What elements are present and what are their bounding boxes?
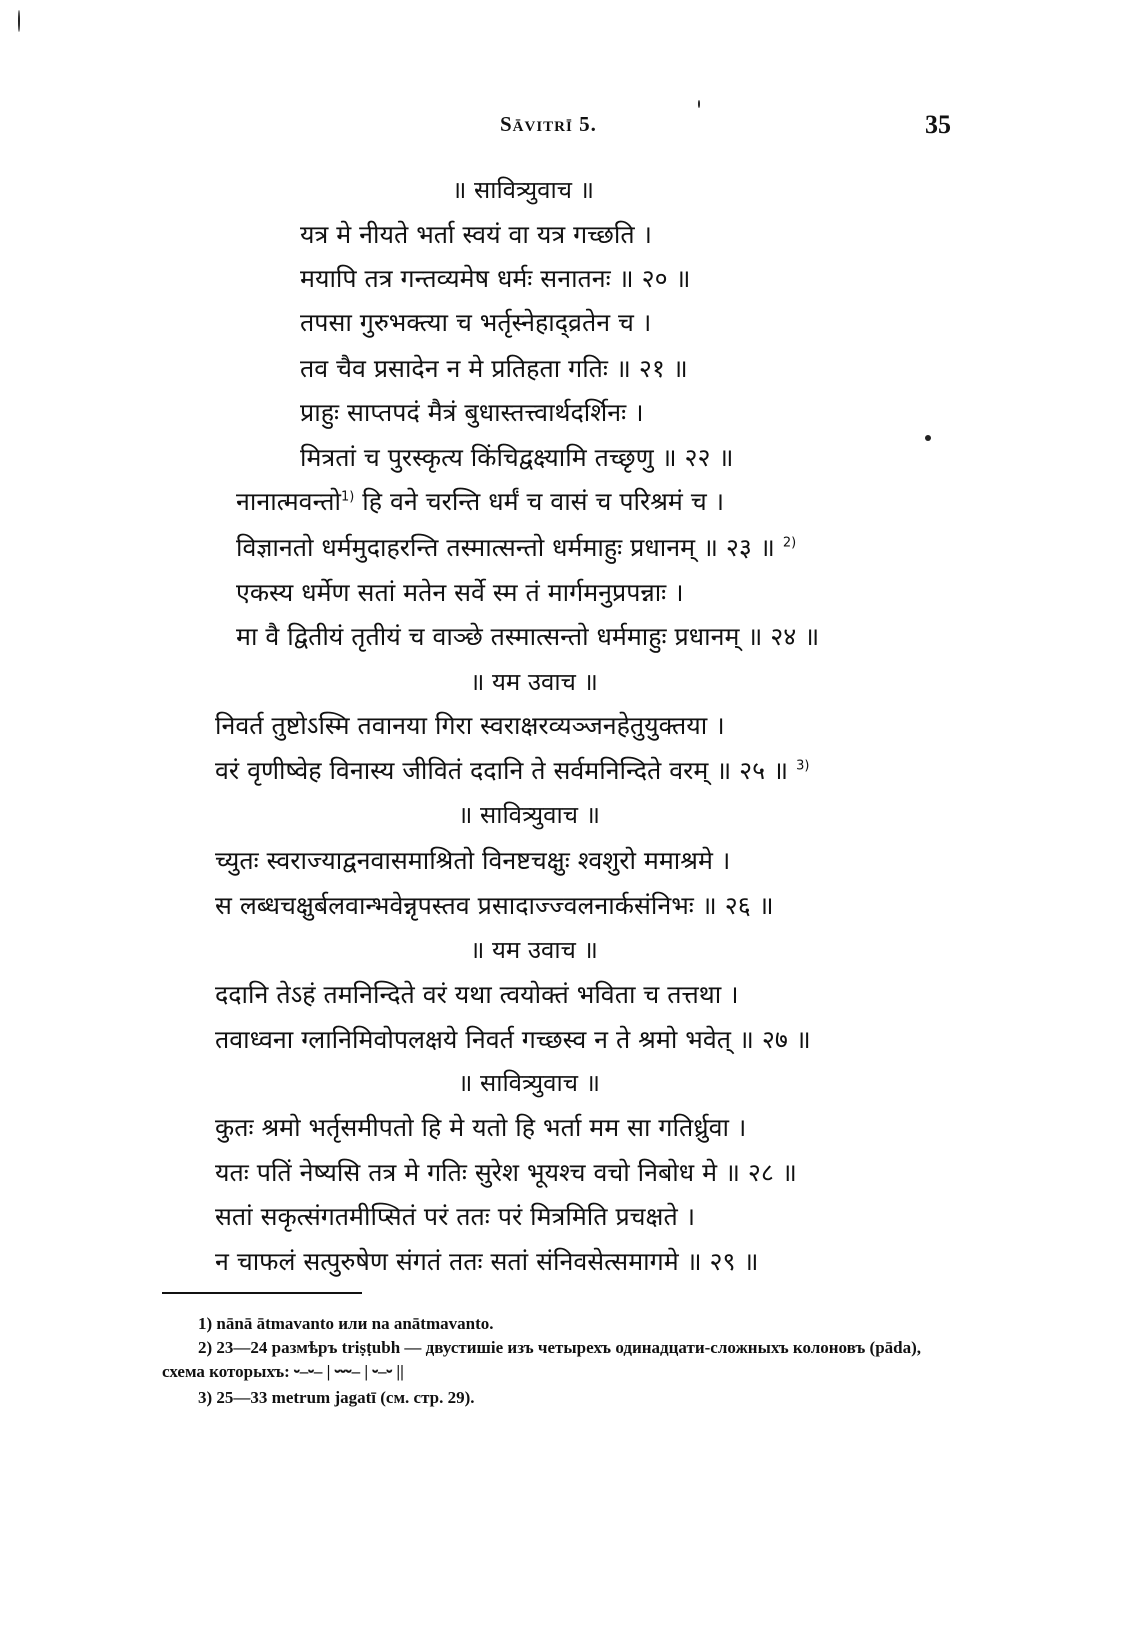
verse-line xyxy=(236,489,724,514)
verse-text: नानात्मवन्तो xyxy=(236,487,342,516)
verse-line xyxy=(236,535,796,560)
verse-line: एकस्य धर्मेण सतां मतेन सर्वे स्म तं मार्गमनुप्रपन्नाः । xyxy=(236,578,684,607)
speaker-heading: ॥ यम उवाच ॥ xyxy=(470,668,598,696)
footnote-1: 1) nānā ātmavanto или na anātmavanto. xyxy=(198,1314,494,1333)
footnote-rule xyxy=(162,1292,362,1294)
speaker-heading: ॥ यम उवाच ॥ xyxy=(470,936,598,964)
verse-line: कुतः श्रमो भर्तृसमीपतो हि मे यतो हि भर्ता मम सा गतिर्ध्रुवा । xyxy=(215,1113,747,1142)
verse-line: न चाफलं सत्पुरुषेण संगतं ततः सतां संनिवसेत्समागमे ॥ २९ ॥ xyxy=(215,1247,759,1276)
speaker-heading: ॥ सावित्र्युवाच ॥ xyxy=(458,801,600,829)
scan-speck xyxy=(698,100,700,108)
verse-line: च्युतः स्वराज्याद्वनवासमाश्रितो विनष्टचक्षुः श्वशुरो ममाश्रमे । xyxy=(215,846,731,875)
running-title: Sāvitrī 5. xyxy=(500,112,597,136)
verse-text: विज्ञानतो धर्ममुदाहरन्ति तस्मात्सन्तो धर्ममाहुः प्रधानम् ॥ २३ ॥ xyxy=(236,533,775,562)
verse-line: तव चैव प्रसादेन न मे प्रतिहता गतिः ॥ २१ ॥ xyxy=(300,354,688,383)
verse-line: मा वै द्वितीयं तृतीयं च वाञ्छे तस्मात्सन्तो धर्ममाहुः प्रधानम् ॥ २४ ॥ xyxy=(236,622,820,651)
footnote-marker: 3) xyxy=(796,758,810,774)
verse-line: मयापि तत्र गन्तव्यमेष धर्मः सनातनः ॥ २० ॥ xyxy=(300,264,691,293)
scan-speck xyxy=(925,435,931,441)
footnote-3: 3) 25—33 metrum jagatī (см. стр. 29). xyxy=(198,1388,475,1407)
page-number: 35 xyxy=(925,110,951,139)
verse-line: तवाध्वना ग्लानिमिवोपलक्षये निवर्त गच्छस्व न ते श्रमो भवेत् ॥ २७ ॥ xyxy=(215,1025,811,1054)
scan-speck xyxy=(18,10,20,32)
verse-line xyxy=(215,758,809,783)
speaker-heading: ॥ सावित्र्युवाच ॥ xyxy=(458,1069,600,1097)
verse-line: मित्रतां च पुरस्कृत्य किंचिद्वक्ष्यामि तच्छृणु ॥ २२ ॥ xyxy=(300,443,734,472)
verse-line: ददानि तेऽहं तमनिन्दिते वरं यथा त्वयोक्तं भविता च तत्तथा । xyxy=(215,980,739,1009)
verse-line: निवर्त तुष्टोऽस्मि तवानया गिरा स्वराक्षरव्यञ्जनहेतुयुक्तया । xyxy=(215,711,725,740)
verse-line: यत्र मे नीयते भर्ता स्वयं वा यत्र गच्छति । xyxy=(300,220,653,249)
verse-text: हि वने चरन्ति धर्मं च वासं च परिश्रमं च । xyxy=(354,487,725,516)
footnote-2: 2) 23—24 размѣръ triṣṭubh — двустишіе изъ четырехъ одинадцати-сложныхъ колоновъ (pāda), схема которыхъ: ⏑–⏑– | ⏑⏑⏑– | ⏑–⏑ || xyxy=(162,1338,922,1381)
footnote-marker: 2) xyxy=(782,535,797,551)
verse-line: तपसा गुरुभक्त्या च भर्तृस्नेहाद्व्रतेन च । xyxy=(300,308,652,337)
verse-line: स लब्धचक्षुर्बलवान्भवेन्नृपस्तव प्रसादाज्ज्वलनार्कसंनिभः ॥ २६ ॥ xyxy=(215,891,774,920)
footnote-marker: 1) xyxy=(341,489,355,505)
verse-line: प्राहुः साप्तपदं मैत्रं बुधास्तत्त्वार्थदर्शिनः । xyxy=(300,398,644,427)
verse-text: वरं वृणीष्वेह विनास्य जीवितं ददानि ते सर्वमनिन्दिते वरम् ॥ २५ ॥ xyxy=(215,756,789,785)
verse-line: सतां सकृत्संगतमीप्सितं परं ततः परं मित्रमिति प्रचक्षते । xyxy=(215,1202,696,1231)
verse-line: यतः पतिं नेष्यसि तत्र मे गतिः सुरेश भूयश्च वचो निबोध मे ॥ २८ ॥ xyxy=(215,1158,797,1187)
speaker-heading: ॥ सावित्र्युवाच ॥ xyxy=(452,176,594,204)
